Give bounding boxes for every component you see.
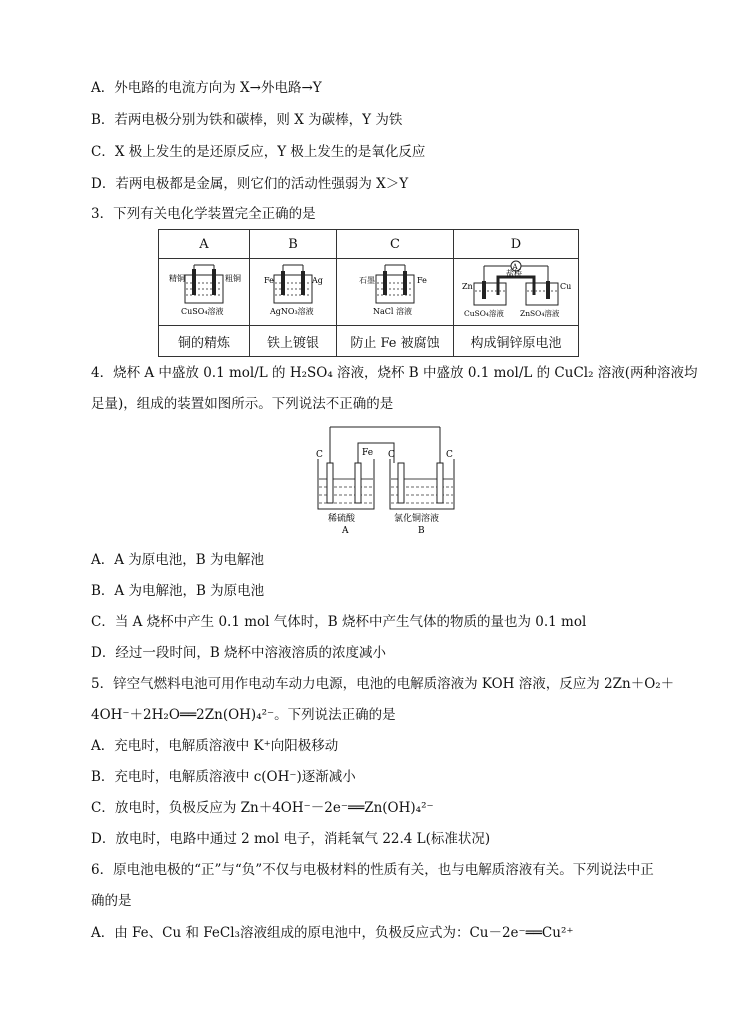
q4-option-d: D．经过一段时间，B 烧杯中溶液溶质的浓度减小 [91, 645, 387, 661]
q4-option-c: C．当 A 烧杯中产生 0.1 mol 气体时，B 烧杯中产生气体的物质的量也为 0.1 mol [91, 614, 587, 630]
fig-d-left: Zn [462, 282, 473, 291]
fig-d-meter: A [512, 263, 518, 271]
fig-b-left: Fe [264, 276, 274, 285]
q2-option-d: D．若两电极都是金属，则它们的活动性强弱为 X＞Y [91, 176, 409, 192]
fig-d-right: Cu [560, 282, 572, 291]
figure-c-cell [337, 259, 454, 326]
fig-b-right: Ag [312, 276, 323, 285]
q6-stem-line2: 确的是 [91, 893, 132, 909]
q5-option-d: D．放电时，电路中通过 2 mol 电子，消耗氧气 22.4 L(标准状况) [91, 831, 491, 847]
figure-d-cell [454, 259, 579, 326]
q4-electrode-c3: C [446, 450, 453, 460]
caption-c: 防止 Fe 被腐蚀 [337, 326, 454, 357]
q3-stem: 3．下列有关电化学装置完全正确的是 [91, 206, 316, 222]
q5-stem-line1: 5．锌空气燃料电池可用作电动车动力电源，电池的电解质溶液为 KOH 溶液，反应为 2Zn＋O₂＋ [91, 676, 675, 692]
q4-option-b: B．A 为电解池，B 为原电池 [91, 583, 265, 599]
q4-option-a: A．A 为原电池，B 为电解池 [91, 552, 265, 568]
q4-stem-line1: 4．烧杯 A 中盛放 0.1 mol/L 的 H₂SO₄ 溶液，烧杯 B 中盛放 0.1 mol/L 的 CuCl₂ 溶液(两种溶液均 [91, 365, 698, 381]
q4-label-b-letter: B [418, 526, 425, 535]
q5-stem-line2: 4OH⁻＋2H₂O══2Zn(OH)₄²⁻。下列说法正确的是 [91, 707, 396, 723]
fig-c-solution: NaCl 溶液 [373, 307, 412, 316]
fig-d-bridge: 盐桥 [506, 269, 522, 278]
q4-electrode-c1: C [316, 450, 323, 460]
header-c: C [337, 230, 454, 259]
q4-label-a-letter: A [342, 526, 349, 535]
figure-d [454, 259, 578, 321]
q2-option-b: B．若两电极分别为铁和碳棒，则 X 为碳棒，Y 为铁 [91, 112, 403, 128]
fig-c-left: 石墨 [359, 276, 375, 285]
q4-label-b: 氯化铜溶液 [394, 514, 440, 524]
header-a: A [159, 230, 250, 259]
fig-a-solution: CuSO₄溶液 [181, 307, 224, 316]
q2-option-c: C．X 极上发生的是还原反应，Y 极上发生的是氧化反应 [91, 144, 426, 160]
q5-option-b: B．充电时，电解质溶液中 c(OH⁻)逐渐减小 [91, 769, 356, 785]
header-d: D [454, 230, 579, 259]
q4-figure [308, 423, 468, 535]
q5-option-a: A．充电时，电解质溶液中 K⁺向阳极移动 [91, 738, 339, 754]
q3-device-table [158, 229, 579, 357]
caption-b: 铁上镀银 [250, 326, 337, 357]
fig-d-sol-left: CuSO₄溶液 [464, 309, 504, 318]
caption-a: 铜的精炼 [159, 326, 250, 357]
q4-electrode-c2: C [388, 450, 395, 460]
fig-d-sol-right: ZnSO₄溶液 [520, 309, 560, 318]
q6-option-a: A．由 Fe、Cu 和 FeCl₃溶液组成的原电池中，负极反应式为：Cu－2e⁻══Cu²⁺ [91, 925, 574, 941]
q5-option-c: C．放电时，负极反应为 Zn＋4OH⁻－2e⁻══Zn(OH)₄²⁻ [91, 800, 434, 816]
figure-a [159, 259, 249, 321]
q6-stem-line1: 6．原电池电极的“正”与“负”不仅与电极材料的性质有关，也与电解质溶液有关。下列说法中正 [91, 862, 654, 878]
q4-electrode-fe: Fe [362, 448, 374, 458]
fig-c-right: Fe [417, 276, 427, 285]
figure-b-cell [250, 259, 337, 326]
figure-c [337, 259, 453, 321]
q4-stem-line2: 足量)，组成的装置如图所示。下列说法不正确的是 [91, 396, 394, 412]
header-b: B [250, 230, 337, 259]
fig-a-left: 精铜 [169, 274, 185, 283]
caption-d: 构成铜锌原电池 [454, 326, 579, 357]
fig-b-solution: AgNO₃溶液 [270, 307, 314, 316]
fig-a-right: 粗铜 [225, 274, 241, 283]
q4-label-a: 稀硫酸 [328, 514, 356, 524]
figure-b [250, 259, 336, 321]
figure-a-cell [159, 259, 250, 326]
q2-option-a: A．外电路的电流方向为 X→外电路→Y [91, 80, 322, 96]
